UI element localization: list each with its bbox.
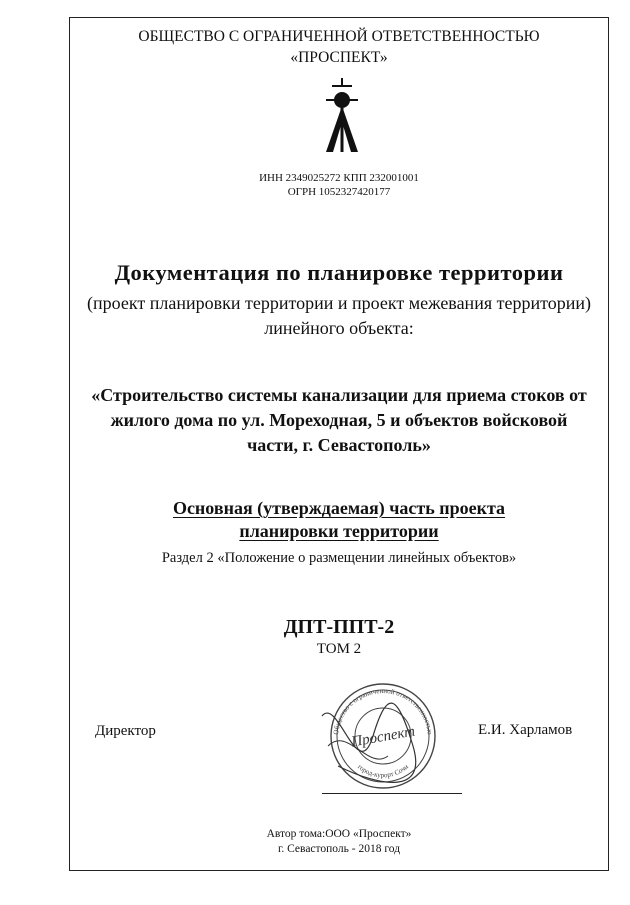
document-subtitle: (проект планировки территории и проект межевания территории) линейного объекта: [87,293,591,338]
seal-center-text: Проспект [350,723,417,751]
director-label: Директор [95,723,156,739]
project-name: «Строительство системы канализации для приема стоков от жилого дома по ул. Мореходная, 5 и объектов войсковой части, г. Севастополь» [91,385,587,455]
document-title: Документация по планировке территории [114,260,564,285]
part-title-line2: планировки территории [239,521,439,541]
signature-line [322,793,462,794]
inn-kpp: ИНН 2349025272 КПП 232001001 [259,172,419,184]
org-name-line2: «ПРОСПЕКТ» [290,49,388,66]
seal-bottom-text: город-курорт Сочи [356,762,410,780]
ogrn: ОГРН 1052327420177 [287,186,391,198]
volume-number: ТОМ 2 [316,641,362,657]
part-title-line1: Основная (утверждаемая) часть проекта [172,498,506,518]
org-name-line1: ОБЩЕСТВО С ОГРАНИЧЕННОЙ ОТВЕТСТВЕННОСТЬЮ [138,28,540,45]
city-year: г. Севастополь - 2018 год [277,843,401,855]
volume-author: Автор тома:ООО «Проспект» [266,828,412,840]
company-logo [320,76,364,156]
company-seal [318,676,448,796]
document-code: ДПТ-ППТ-2 [283,616,395,638]
section-title: Раздел 2 «Положение о размещении линейных объектов» [161,550,517,566]
director-name: Е.И. Харламов [478,722,573,738]
seal-top-text: Общество с ограниченной ответственностью [332,686,434,736]
